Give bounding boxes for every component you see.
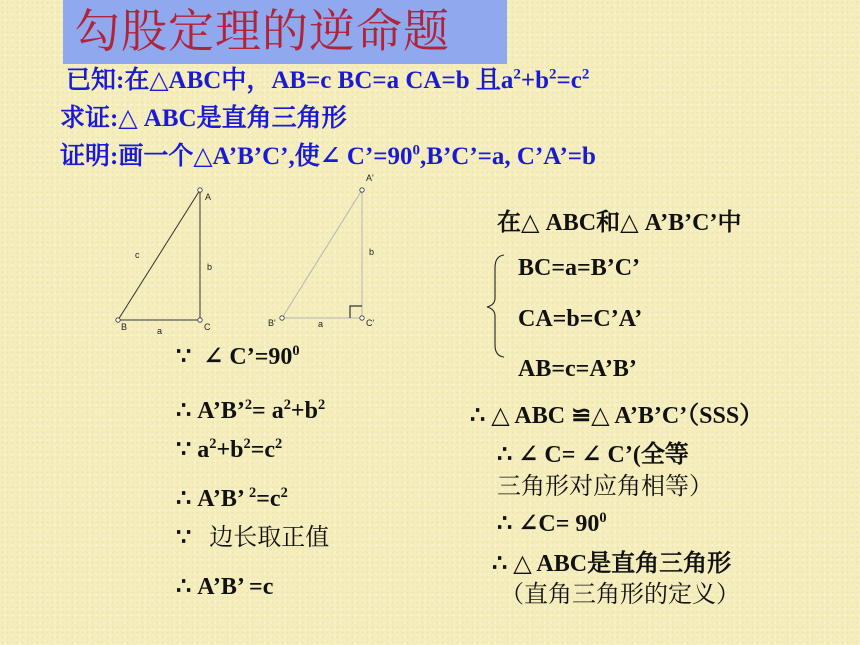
because-symbol: ∵	[176, 525, 192, 551]
given-part-2: =c	[556, 67, 582, 94]
step-rel-c: =c	[250, 437, 276, 463]
step-angle-text: ∠ C’=90	[203, 344, 293, 370]
equality-ab: AB=c=A’B’	[518, 356, 637, 382]
label-a: A	[205, 192, 212, 202]
step-pyth-plus: +b	[290, 398, 318, 424]
step-sq-exp-2: 2	[280, 485, 288, 501]
angle-ninety-text: ∴ ∠C= 90	[497, 511, 600, 537]
equality-ca: CA=b=C’A’	[518, 306, 643, 332]
given-part-1: +b	[520, 67, 550, 94]
angle-ninety-degree: 0	[599, 510, 607, 526]
step-angle-degree: 0	[292, 343, 300, 359]
proof-intro-prefix: 证明:画一个△A’B’C’,使∠ C’=90	[60, 143, 413, 170]
step-rel-exp-1: 2	[209, 436, 217, 452]
step-pyth-exp-1: 2	[244, 397, 253, 413]
step-equal-sides	[176, 572, 273, 602]
step-rel-a: a	[197, 437, 210, 463]
step-positive-side	[176, 523, 329, 553]
triangle-a1b1c1-outline	[282, 190, 362, 318]
therefore-symbol: ∴	[176, 574, 192, 600]
step-rel-exp-2: 2	[243, 436, 251, 452]
step-positive-text: 边长取正值	[209, 525, 330, 551]
label-b-prime: B'	[268, 318, 276, 328]
step-angle-right	[176, 342, 300, 372]
step-sq-lhs: A’B’	[197, 486, 250, 512]
therefore-symbol: ∴	[176, 486, 192, 512]
vertex-a-prime	[360, 188, 364, 192]
label-side-b-prime: b	[369, 247, 375, 257]
label-c-prime: C'	[366, 318, 375, 328]
step-pyth-mid: = a	[252, 398, 284, 424]
angle-equality-line2: 三角形对应角相等）	[497, 474, 713, 500]
step-sq-exp-1: 2	[249, 485, 257, 501]
vertex-a	[198, 188, 202, 192]
equality-bc: BC=a=B’C’	[518, 255, 641, 281]
curly-brace	[487, 255, 504, 357]
step-pyth-exp-2: 2	[283, 397, 291, 413]
congruence-statement: ∴ △ ABC ≌△ A’B’C’（SSS）	[470, 403, 764, 429]
prove-statement: 求证:△ ABC是直角三角形	[60, 105, 347, 132]
therefore-symbol: ∴	[176, 398, 192, 424]
step-pyth-exp-3: 2	[317, 397, 326, 413]
step-rel-b: +b	[216, 437, 244, 463]
step-sq-rhs: =c	[256, 486, 281, 512]
given-exp-2: 2	[549, 66, 557, 83]
label-side-a: a	[157, 326, 163, 336]
because-symbol: ∵	[176, 344, 192, 370]
step-equal-squares	[176, 484, 288, 514]
proof-intro-suffix: ,B’C’=a, C’A’=b	[420, 143, 596, 170]
conclusion-line1: ∴ △ ABC是直角三角形	[492, 551, 732, 577]
vertex-c	[198, 318, 202, 322]
label-side-a-prime: a	[318, 319, 324, 329]
step-rel-exp-3: 2	[275, 436, 283, 452]
step-given-relation	[176, 435, 282, 465]
vertex-b-prime	[280, 316, 284, 320]
step-equal-sides-text: A’B’ =c	[197, 574, 274, 600]
label-a-prime: A'	[366, 173, 374, 183]
conclusion-line2: （直角三角形的定义）	[500, 582, 740, 608]
label-side-b: b	[207, 262, 213, 272]
step-pyth-lhs: A’B’	[197, 398, 245, 424]
given-exp-3: 2	[581, 66, 590, 83]
label-c: C	[204, 322, 211, 332]
label-b: B	[121, 322, 128, 332]
triangle-abc-outline	[118, 190, 200, 320]
label-side-c: c	[135, 250, 140, 260]
triangle-a1b1c1	[268, 173, 374, 329]
vertex-b	[116, 318, 120, 322]
proof-intro-degree: 0	[412, 142, 421, 159]
angle-ninety	[497, 509, 607, 539]
given-exp-1: 2	[513, 66, 521, 83]
given-prefix: 已知:在△ABC中，AB=c BC=a CA=b 且a	[66, 67, 514, 94]
triangle-abc	[116, 188, 212, 336]
slide-title: 勾股定理的逆命题	[74, 4, 450, 58]
angle-equality-line1: ∴ ∠ C= ∠ C’(全等	[497, 442, 689, 468]
compare-heading: 在△ ABC和△ A’B’C’中	[497, 210, 742, 236]
step-pythagoras	[176, 396, 325, 426]
vertex-c-prime	[360, 316, 364, 320]
because-symbol: ∵	[176, 437, 192, 463]
